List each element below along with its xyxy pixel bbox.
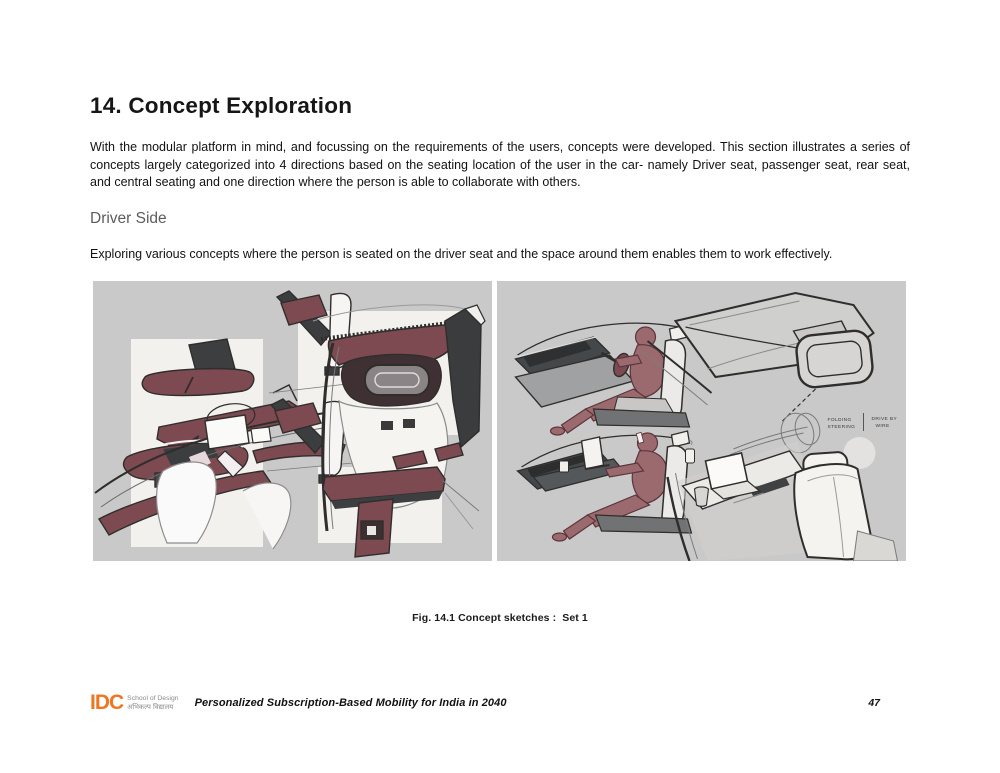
- concept-sketch-figure: [93, 281, 906, 561]
- section-description: Exploring various concepts where the person is seated on the driver seat and the space around them enables them to work effectively.: [90, 247, 833, 261]
- figure-caption: Fig. 14.1 Concept sketches : Set 1: [412, 612, 588, 624]
- annotation-steering: STEERING: [827, 425, 856, 430]
- idc-logo-subtitle: [127, 695, 178, 711]
- annotation-drive-by: DRIVE BY: [871, 417, 898, 422]
- idc-logo-devanagari: अभिकल्प विद्यालय: [127, 702, 174, 711]
- idc-logo: [90, 692, 179, 713]
- concept-sketches-panel-left: [93, 281, 492, 561]
- annotation-wire: WIRE: [875, 424, 890, 429]
- idc-logo-school-of-design: School of Design: [127, 694, 179, 702]
- concept-sketches-left-image: [93, 281, 492, 561]
- idc-logo-text: IDC: [90, 691, 124, 714]
- page-footer: [90, 692, 880, 713]
- concept-sketches-right-image: [497, 281, 906, 561]
- section-heading: Driver Side: [90, 210, 167, 227]
- page-number: 47: [868, 696, 880, 709]
- concept-sketches-panel-right: [497, 281, 906, 561]
- annotation-folding: FOLDING: [827, 418, 852, 423]
- intro-paragraph: With the modular platform in mind, and focussing on the requirements of the users, concepts were developed. This section illustrates a series of concepts largely categorized into 4 directions based on the seating location of the user in the car- namely Driver seat, passenger seat, rear seat, and central seating and one direction where the person is able to collaborate with others.: [90, 140, 910, 190]
- document-title: Personalized Subscription-Based Mobility for India in 2040: [194, 696, 507, 709]
- page-title: 14. Concept Exploration: [90, 93, 353, 118]
